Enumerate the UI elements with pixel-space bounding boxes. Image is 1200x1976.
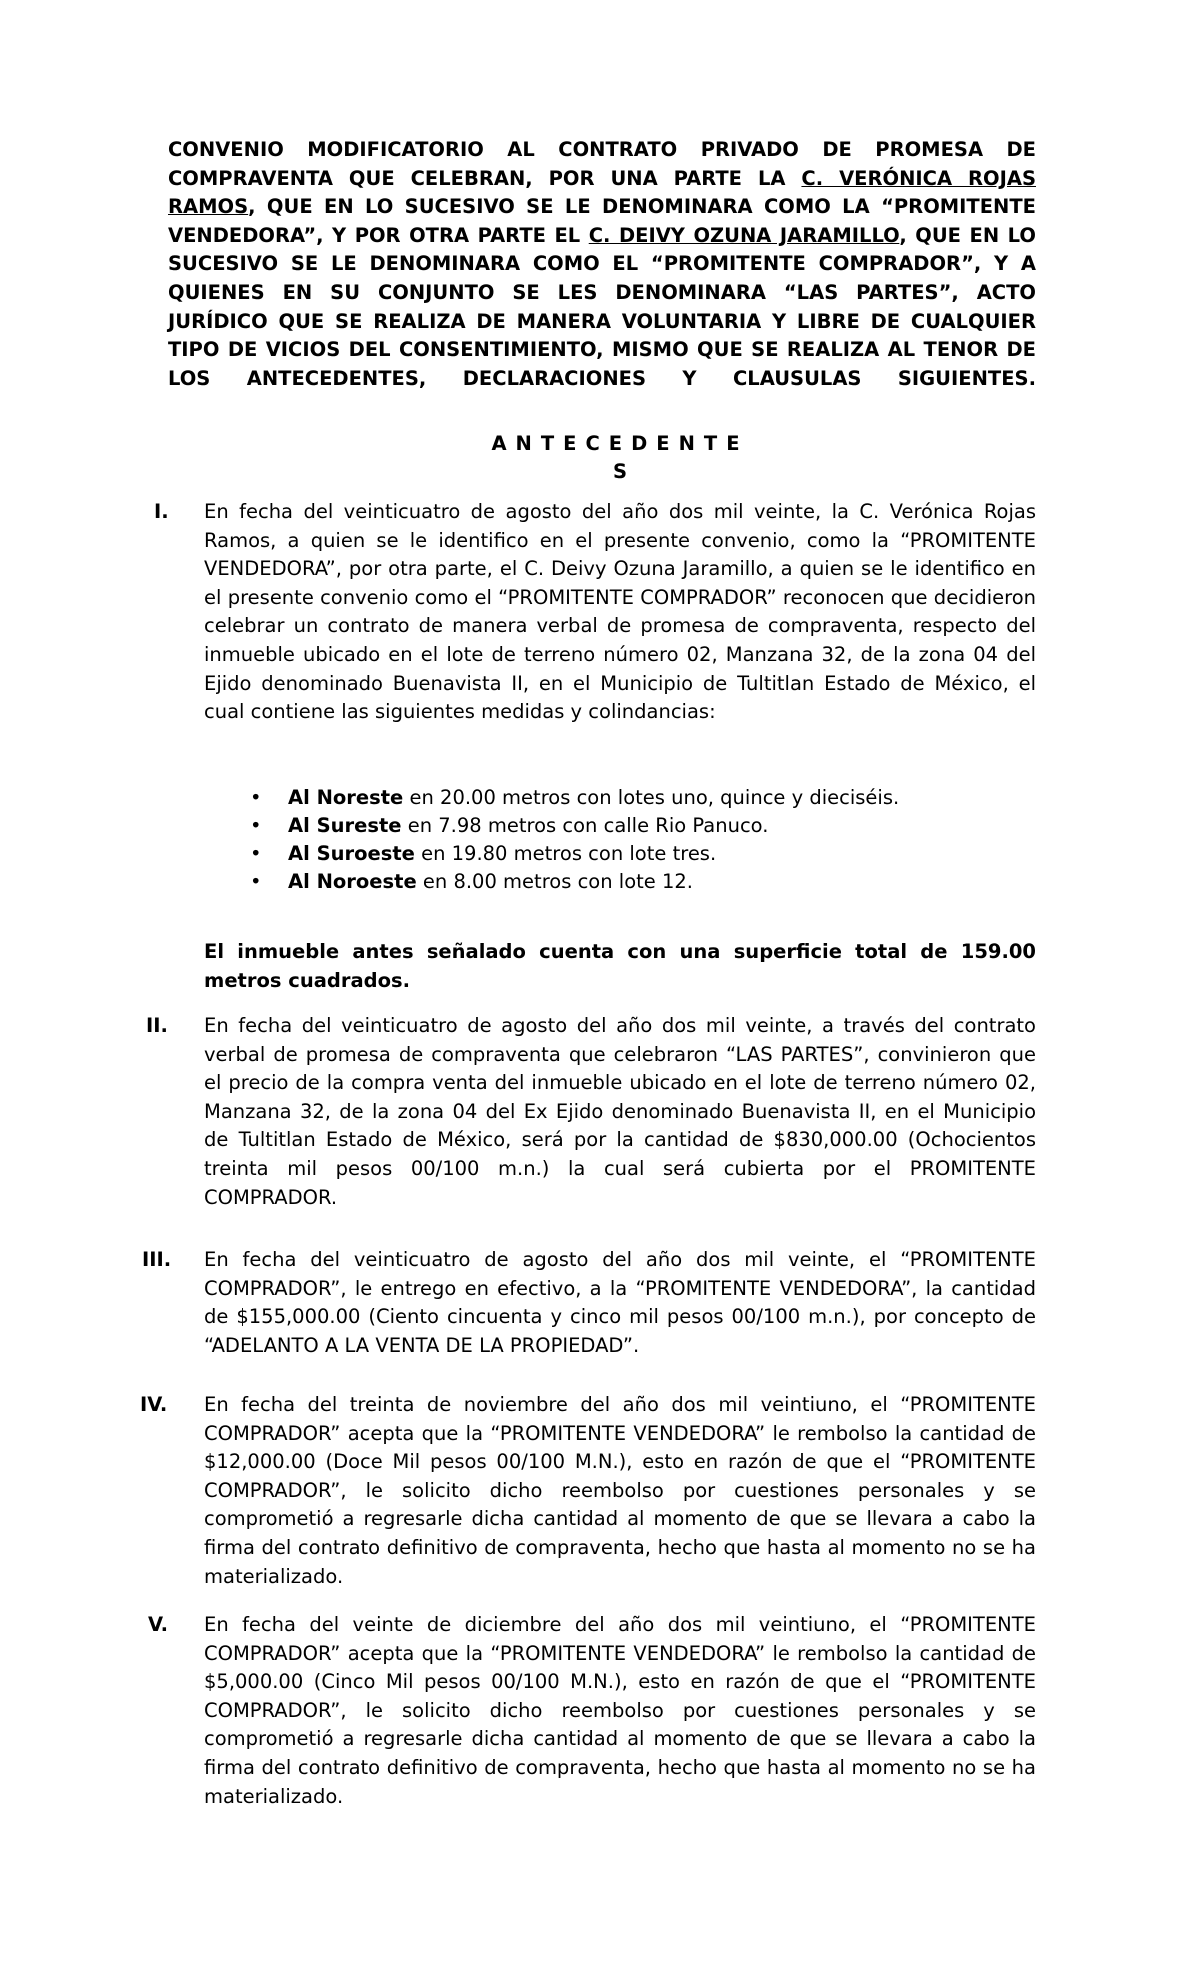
antecedente-text: En fecha del veinticuatro de agosto del año dos mil veinte, la C. Verónica Rojas Ramos, a quien se le identifico en el presente convenio, como la “PROMITENTE VENDEDORA”, por otra parte, el C. Deivy Ozuna Jaramillo, a quien se le identifico en el presente convenio como el “PROMITENTE COMPRADOR” reconocen que decidieron celebrar un contrato de manera verbal de promesa de compraventa, respecto del inmueble ubicado en el lote de terreno número 02, Manzana 32, de la zona 04 del Ejido denominado Buenavista II, en el Municipio de Tultitlan Estado de México, el cual contiene las siguientes medidas y colindancias: <box>204 500 1036 724</box>
antecedente-number: IV. <box>140 1393 168 1416</box>
medida-label: Al Sureste <box>288 814 402 837</box>
title-part-1: CONVENIO MODIFICATORIO AL CONTRATO PRIVADO DE PROMESA DE COMPRAVENTA QUE CELEBRAN, POR UNA PARTE LA <box>168 138 1036 190</box>
antecedente-iii <box>136 1246 1036 1360</box>
medida-text: en 19.80 metros con lote tres. <box>414 842 717 865</box>
medida-label: Al Noreste <box>288 786 404 809</box>
list-item <box>250 840 1030 868</box>
antecedente-iv <box>136 1391 1036 1591</box>
medida-text: en 8.00 metros con lote 12. <box>416 870 693 893</box>
antecedente-text: En fecha del treinta de noviembre del año dos mil veintiuno, el “PROMITENTE COMPRADOR” acepta que la “PROMITENTE VENDEDORA” le rembolso la cantidad de $12,000.00 (Doce Mil pesos 00/100 M.N.), esto en razón de que el “PROMITENTE COMPRADOR”, le solicito dicho reembolso por cuestiones personales y se comprometió a regresarle dicha cantidad al momento de que se llevara a cabo la firma del contrato definitivo de compraventa, hecho que hasta al momento no se ha materializado. <box>204 1393 1036 1588</box>
antecedente-text: En fecha del veinticuatro de agosto del año dos mil veinte, a través del contrato verbal de promesa de compraventa que celebraron “LAS PARTES”, convinieron que el precio de la compra venta del inmueble ubicado en el lote de terreno número 02, Manzana 32, de la zona 04 del Ex Ejido denominado Buenavista II, en el Municipio de Tultitlan Estado de México, será por la cantidad de $830,000.00 (Ochocientos treinta mil pesos 00/100 m.n.) la cual será cubierta por el PROMITENTE COMPRADOR. <box>204 1014 1036 1209</box>
antecedente-i <box>136 498 1036 727</box>
heading-line-1: ANTECEDENTE <box>491 432 749 455</box>
antecedente-number: III. <box>142 1248 172 1271</box>
list-item <box>250 784 1030 812</box>
list-item <box>250 868 1030 896</box>
document-title <box>168 136 1036 393</box>
title-part-2: , QUE EN LO SUCESIVO SE LE DENOMINARA COMO LA “PROMITENTE VENDEDORA”, Y POR OTRA PARTE EL <box>168 195 1036 247</box>
antecedente-number: I. <box>154 500 169 523</box>
bullet-icon: • <box>250 814 262 837</box>
section-heading-antecedentes <box>470 430 770 486</box>
antecedente-number: V. <box>148 1613 168 1636</box>
buyer-name: C. DEIVY OZUNA JARAMILLO <box>588 223 900 247</box>
medida-label: Al Suroeste <box>288 842 415 865</box>
antecedente-v <box>136 1611 1036 1811</box>
antecedente-ii <box>136 1012 1036 1212</box>
medidas-list <box>250 784 1030 896</box>
bullet-icon: • <box>250 870 262 893</box>
antecedente-text: En fecha del veinte de diciembre del año dos mil veintiuno, el “PROMITENTE COMPRADOR” acepta que la “PROMITENTE VENDEDORA” le rembolso la cantidad de $5,000.00 (Cinco Mil pesos 00/100 M.N.), esto en razón de que el “PROMITENTE COMPRADOR”, le solicito dicho reembolso por cuestiones personales y se comprometió a regresarle dicha cantidad al momento de que se llevara a cabo la firma del contrato definitivo de compraventa, hecho que hasta al momento no se ha materializado. <box>204 1613 1036 1808</box>
heading-line-2: S <box>612 460 628 483</box>
antecedente-number: II. <box>146 1014 168 1037</box>
medida-label: Al Noroeste <box>288 870 417 893</box>
bullet-icon: • <box>250 842 262 865</box>
medida-text: en 7.98 metros con calle Rio Panuco. <box>401 814 769 837</box>
title-part-3: , QUE EN LO SUCESIVO SE LE DENOMINARA COMO EL “PROMITENTE COMPRADOR”, Y A QUIENES EN SU CONJUNTO SE LES DENOMINARA “LAS PARTES”, ACTO JURÍDICO QUE SE REALIZA DE MANERA VOLUNTARIA Y LIBRE DE CUALQUIER TIPO DE VICIOS DEL CONSENTIMIENTO, MISMO QUE SE REALIZA AL TENOR DE LOS ANTECEDENTES, DECLARACIONES Y CLAUSULAS SIGUIENTES. <box>168 223 1036 390</box>
bullet-icon: • <box>250 786 262 809</box>
list-item <box>250 812 1030 840</box>
antecedente-text: En fecha del veinticuatro de agosto del año dos mil veinte, el “PROMITENTE COMPRADOR”, le entrego en efectivo, a la “PROMITENTE VENDEDORA”, la cantidad de $155,000.00 (Ciento cincuenta y cinco mil pesos 00/100 m.n.), por concepto de “ADELANTO A LA VENTA DE LA PROPIEDAD”. <box>204 1248 1036 1357</box>
superficie-summary: El inmueble antes señalado cuenta con una superficie total de 159.00 metros cuadrados. <box>204 940 1036 992</box>
medida-text: en 20.00 metros con lotes uno, quince y dieciséis. <box>403 786 900 809</box>
seller-name: C. VERÓNICA ROJAS RAMOS <box>168 166 1036 219</box>
